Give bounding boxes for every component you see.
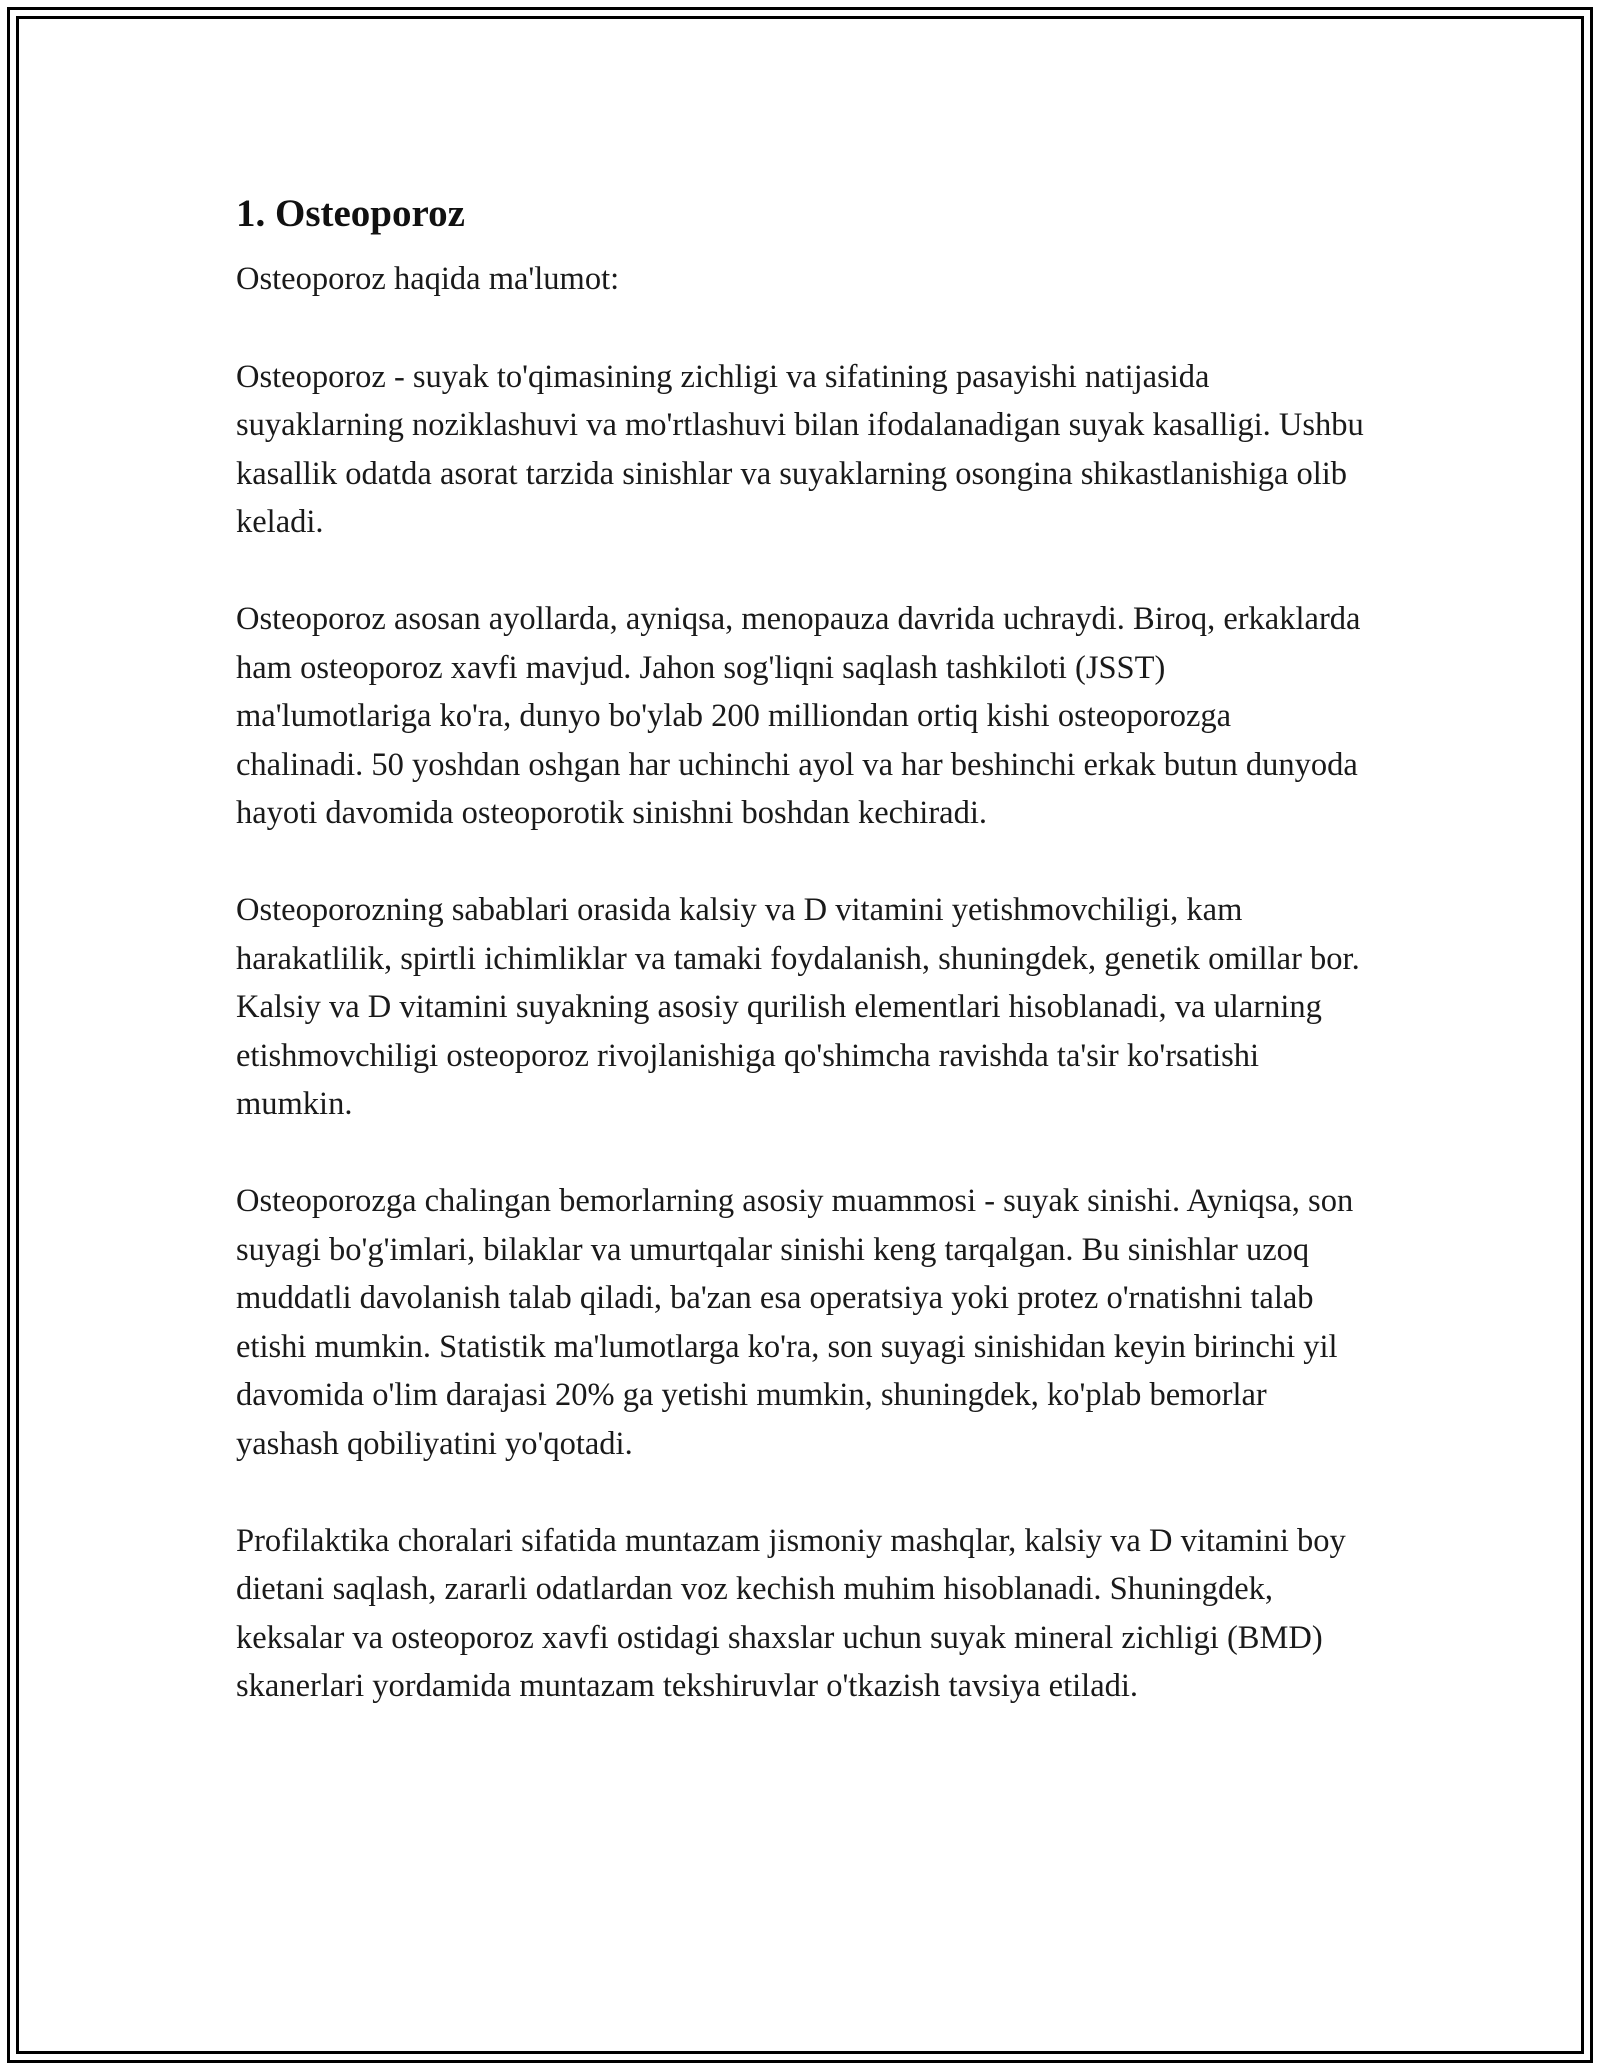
paragraph-prevalence: Osteoporoz asosan ayollarda, ayniqsa, menopauza davrida uchraydi. Biroq, erkaklarda ham osteoporoz xavfi mavjud. Jahon sog'liqni saqlash tashkiloti (JSST) ma'lumotlariga ko'ra, dunyo bo'ylab 200 milliondan ortiq kishi osteoporozga chalinadi. 50 yoshdan oshgan har uchinchi ayol va har beshinchi erkak butun dunyoda hayoti davomida osteoporotik sinishni boshdan kechiradi. <box>236 601 1361 831</box>
paragraph-definition: Osteoporoz - suyak to'qimasining zichligi va sifatining pasayishi natijasida suyaklarning noziklashuvi va mo'rtlashuvi bilan ifodalanadigan suyak kasalligi. Ushbu kasallik odatda asorat tarzida sinishlar va suyaklarning osongina shikastlanishiga olib keladi. <box>236 358 1364 540</box>
section-title: 1. Osteoporoz <box>236 192 465 235</box>
paragraph-fractures: Osteoporozga chalingan bemorlarning asosiy muammosi - suyak sinishi. Ayniqsa, son suyagi bo'g'imlari, bilaklar va umurtqalar sinishi keng tarqalgan. Bu sinishlar uzoq muddatli davolanish talab qiladi, ba'zan esa operatsiya yoki protez o'rnatishni talab etishi mumkin. Statistik ma'lumotlarga ko'ra, son suyagi sinishidan keyin birinchi yil davomida o'lim darajasi 20% ga yetishi mumkin, shuningdek, ko'plab bemorlar yashash qobiliyatini yo'qotadi. <box>236 1183 1354 1462</box>
paragraph-causes: Osteoporozning sabablari orasida kalsiy va D vitamini yetishmovchiligi, kam harakatlilik, spirtli ichimliklar va tamaki foydalanish, shuningdek, genetik omillar bor. Kalsiy va D vitamini suyakning asosiy qurilish elementlari hisoblanadi, va ularning etishmovchiligi osteoporoz rivojlanishiga qo'shimcha ravishda ta'sir ko'rsatishi mumkin. <box>236 892 1360 1122</box>
document-body <box>236 185 1366 1759</box>
paragraph-prevention: Profilaktika choralari sifatida muntazam jismoniy mashqlar, kalsiy va D vitamini boy dietani saqlash, zararli odatlardan voz kechish muhim hisoblanadi. Shuningdek, keksalar va osteoporoz xavfi ostidagi shaxslar uchun suyak mineral zichligi (BMD) skanerlari yordamida muntazam tekshiruvlar o'tkazish tavsiya etiladi. <box>236 1522 1346 1704</box>
intro-line: Osteoporoz haqida ma'lumot: <box>236 261 620 297</box>
